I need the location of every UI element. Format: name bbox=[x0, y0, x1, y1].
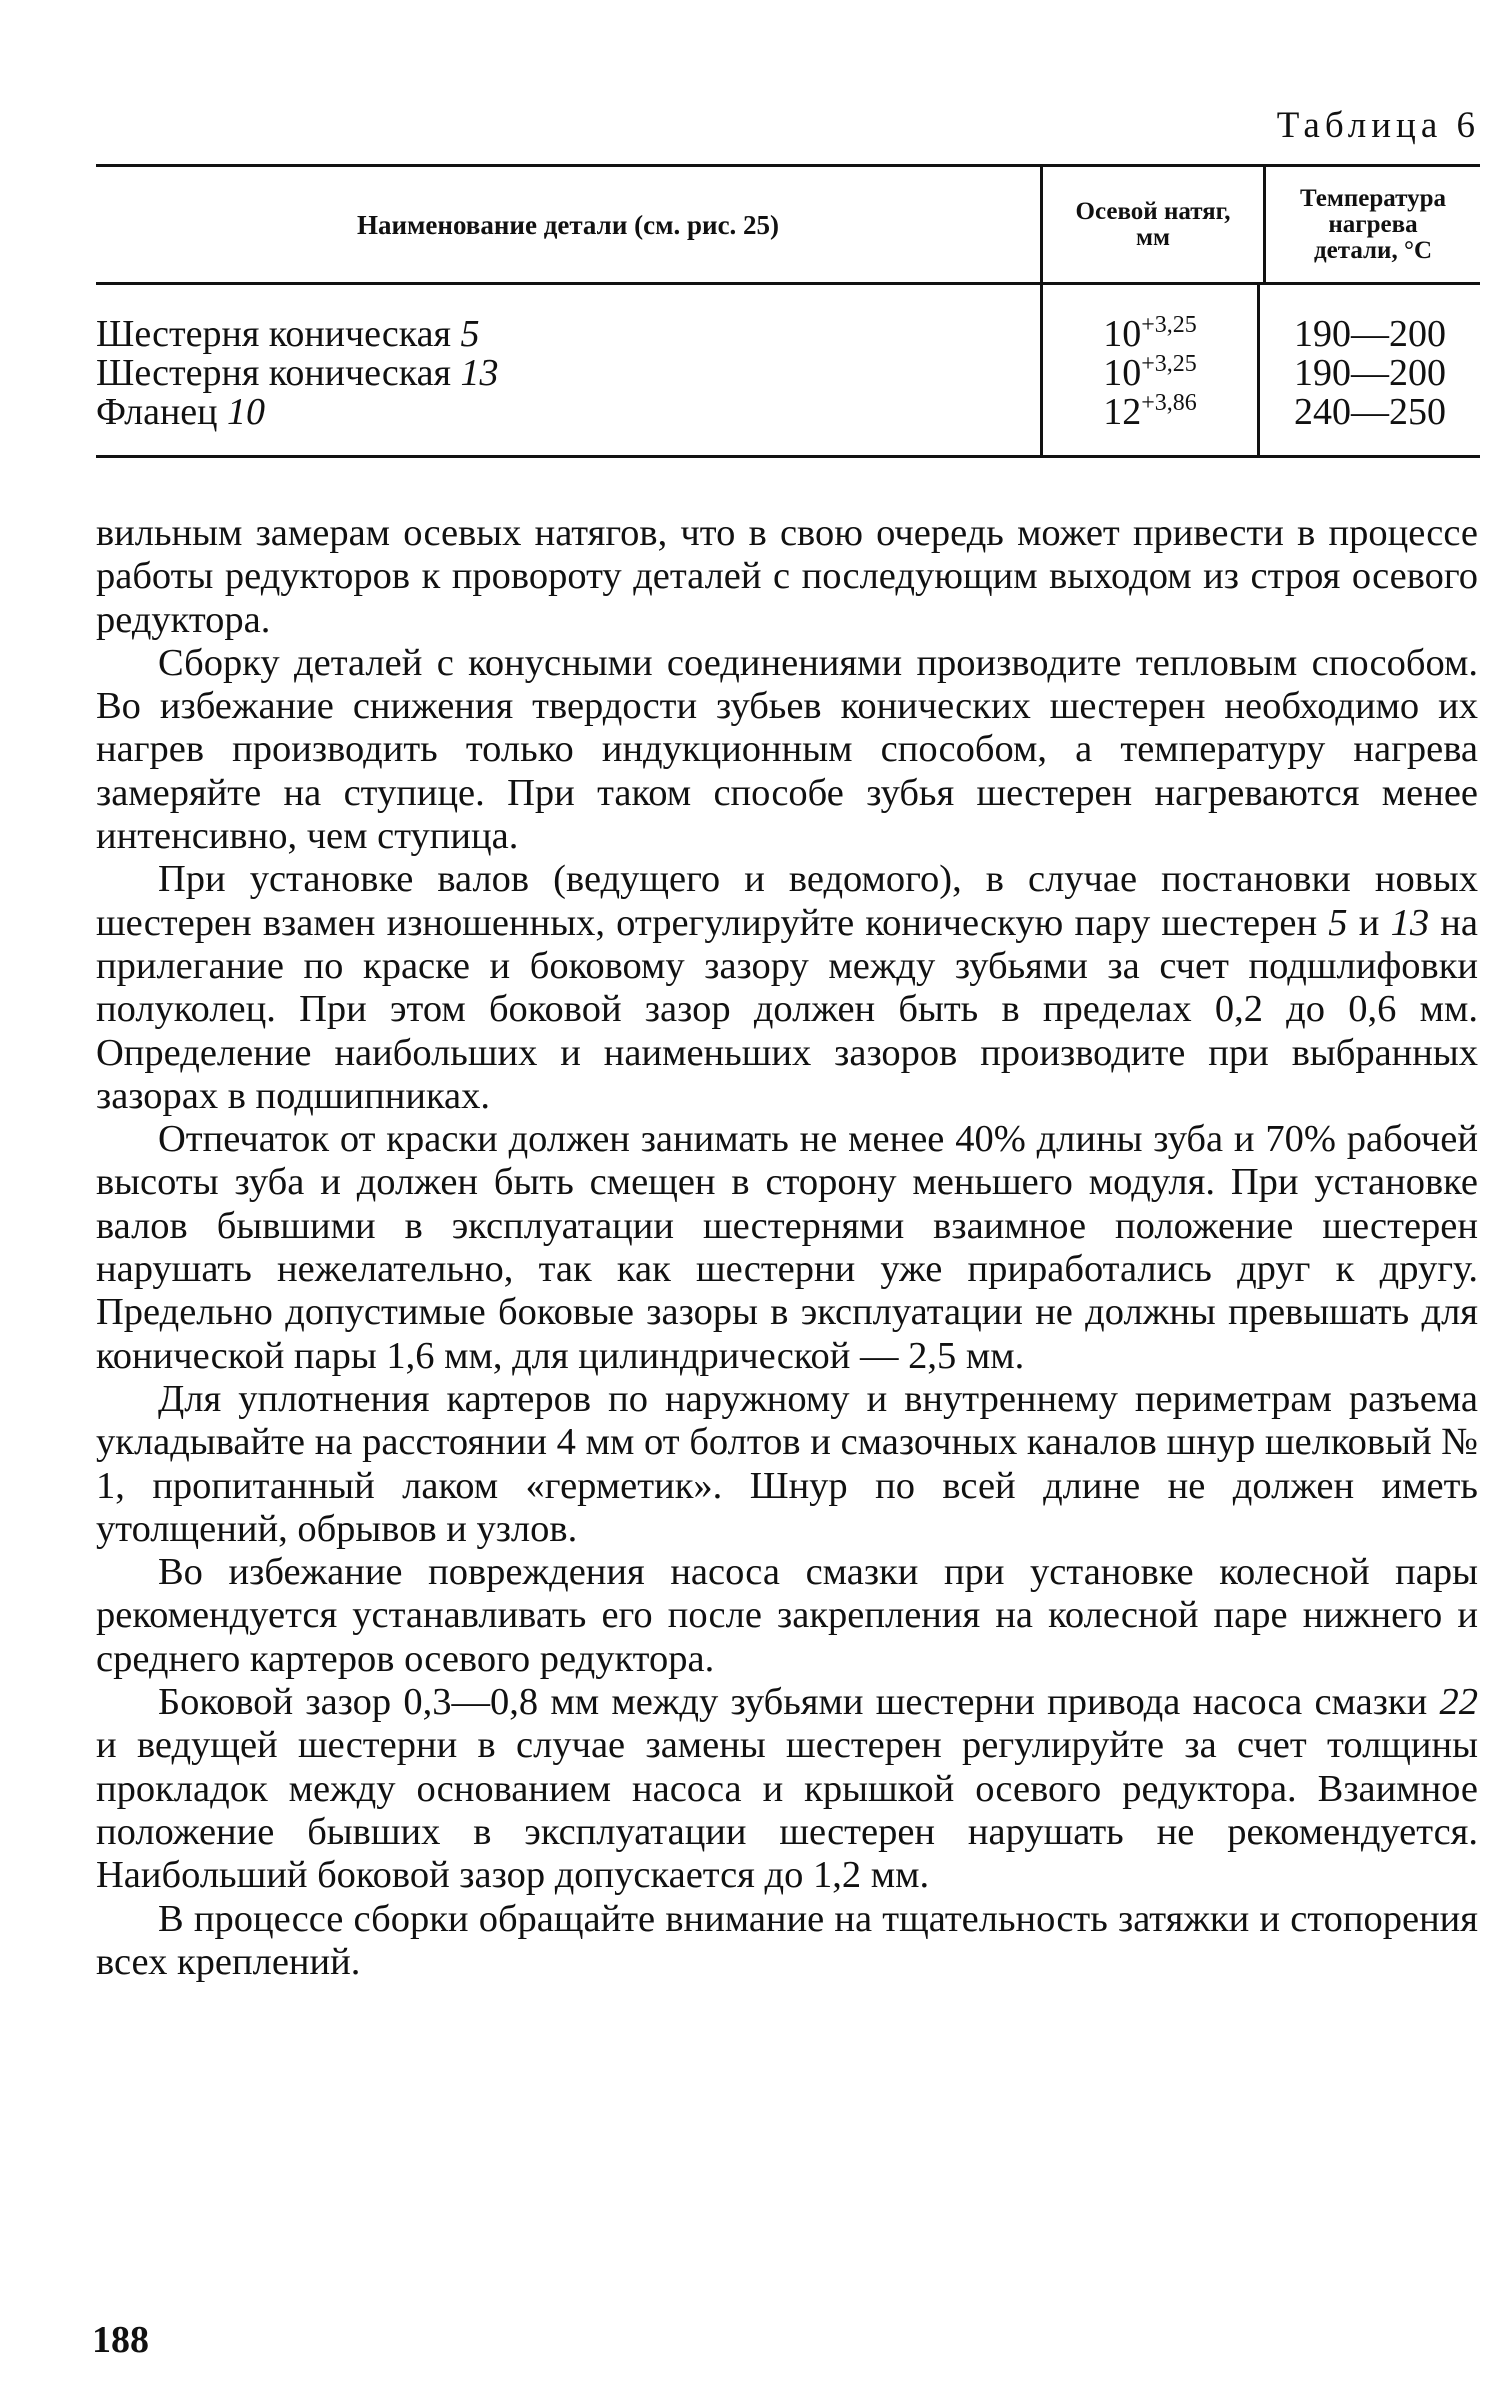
part-number: 13 bbox=[460, 352, 499, 394]
header-temperature bbox=[1266, 167, 1480, 282]
tension-column bbox=[1040, 285, 1260, 455]
tension-value: $12^{+3,86}$ bbox=[1103, 390, 1197, 433]
paragraph-2: Сборку деталей с конусными соединениями производите тепловым способом. Во избежание снижения твердости зубьев конических шестерен необходимо их нагрев производить только индукционным способом, а температуру нагрева замеряйте на ступице. При таком способе зубья шестерен нагреваются менее интенсивно, чем ступица. bbox=[96, 641, 1478, 858]
table-body bbox=[96, 285, 1480, 455]
header-tension-line1: Осевой натяг, bbox=[1075, 197, 1231, 225]
names-column bbox=[96, 285, 1040, 455]
tension-tolerance: +3,25 bbox=[1141, 351, 1197, 377]
part-name: Фланец bbox=[96, 391, 218, 433]
table-row bbox=[96, 315, 1040, 354]
header-temp-line3: детали, °С bbox=[1313, 236, 1433, 264]
tension-tolerance: +3,25 bbox=[1141, 312, 1197, 338]
tension-value: $10^{+3,25}$ bbox=[1103, 351, 1197, 394]
tension-tolerance: +3,86 bbox=[1141, 390, 1197, 416]
part-name: Шестерня коническая bbox=[96, 352, 452, 394]
tension-value: $10^{+3,25}$ bbox=[1103, 312, 1197, 355]
temperature-column bbox=[1260, 285, 1480, 455]
table-row bbox=[96, 354, 1040, 393]
table-caption: Таблица 6 bbox=[1276, 105, 1480, 146]
paragraph-4: Отпечаток от краски должен занимать не менее 40% длины зуба и 70% рабочей высоты зуба и должен быть смещен в сторону меньшего модуля. При установке валов бывшими в эксплуатации шестернями взаимное положение шестерен нарушать нежелательно, так как шестерни уже приработались друг к другу. Предельно допустимые боковые зазоры в эксплуатации не должны превышать для конической пары 1,6 мм, для цилиндрической — 2,5 мм. bbox=[96, 1118, 1478, 1377]
temperature-value: 190—200 bbox=[1294, 352, 1446, 394]
header-name: Наименование детали (см. рис. 25) bbox=[356, 209, 780, 240]
paragraph-5: Для уплотнения картеров по наружному и внутреннему периметрам разъема укладывайте на расстоянии 4 мм от болтов и смазочных каналов шнур шелковый № 1, пропитанный лаком «герметик». Шнур по всей длине не должен иметь утолщений, обрывов и узлов. bbox=[96, 1377, 1478, 1550]
ref-number: 13 bbox=[1390, 901, 1430, 944]
body-text bbox=[96, 512, 1478, 1984]
part-number: 10 bbox=[227, 391, 265, 433]
temperature-value: 240—250 bbox=[1294, 391, 1446, 433]
ref-number: 22 bbox=[1439, 1681, 1478, 1724]
header-temp-line2: нагрева bbox=[1328, 210, 1418, 238]
part-name: Шестерня коническая bbox=[96, 313, 452, 355]
header-temp-line1: Температура bbox=[1300, 184, 1446, 212]
paragraph-3: При установке валов (ведущего и ведомого), в случае постановки новых шестерен взамен изношенных, отрегулируйте коническую пару шестерен 5 и 13 на прилегание по краске и боковому зазору между зубьями за счет подшлифовки полуколец. При этом боковой зазор должен быть в пределах 0,2 до 0,6 мм. Определение наибольших и наименьших зазоров производите при выбранных зазорах в подшипниках. bbox=[96, 858, 1478, 1117]
table-header-row bbox=[96, 167, 1480, 285]
temperature-value: 190—200 bbox=[1294, 313, 1446, 355]
part-number: 5 bbox=[460, 313, 480, 355]
paragraph-7: Боковой зазор 0,3—0,8 мм между зубьями шестерни привода насоса смазки 22 и ведущей шестерни в случае замены шестерен регулируйте за счет толщины прокладок между основанием насоса и крышкой осевого редуктора. Взаимное положение бывших в эксплуатации шестерен нарушать не рекомендуется. Наибольший боковой зазор допускается до 1,2 мм. bbox=[96, 1681, 1478, 1897]
ref-number: 5 bbox=[1328, 901, 1348, 944]
header-tension-line2: мм bbox=[1135, 223, 1171, 251]
paragraph-8: В процессе сборки обращайте внимание на тщательность затяжки и стопорения всех креплений. bbox=[96, 1897, 1478, 1983]
header-tension bbox=[1040, 167, 1266, 282]
table-row bbox=[96, 393, 1040, 432]
paragraph-1: вильным замерам осевых натягов, что в свою очередь может привести в процессе работы редукторов к провороту деталей с последующим выходом из строя осевого редуктора. bbox=[96, 512, 1478, 641]
page-number: 188 bbox=[92, 2319, 149, 2361]
parts-table bbox=[96, 164, 1480, 458]
paragraph-6: Во избежание повреждения насоса смазки при установке колесной пары рекомендуется устанавливать его после закрепления на колесной паре нижнего и среднего картеров осевого редуктора. bbox=[96, 1551, 1478, 1680]
